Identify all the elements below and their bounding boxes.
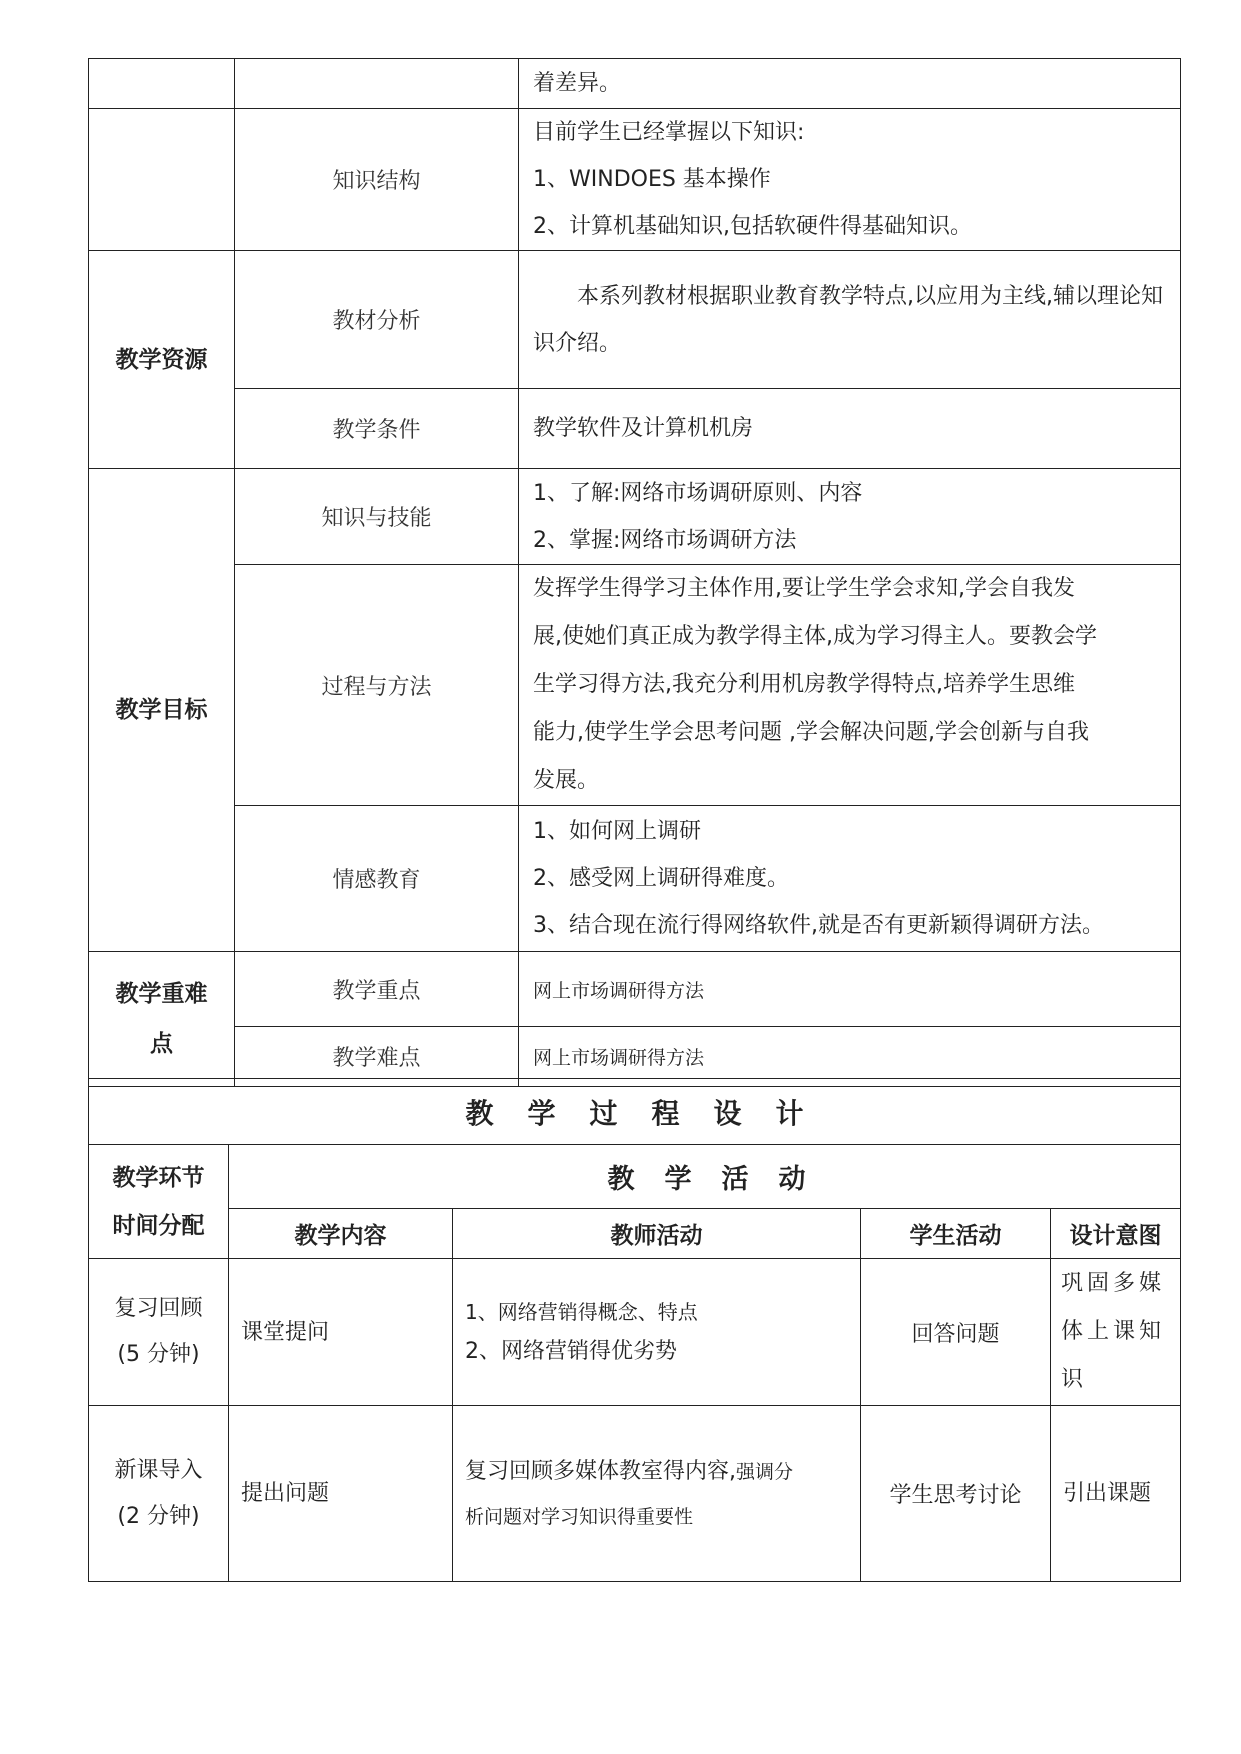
group-label-line: 教学重难 — [115, 981, 208, 1007]
text-line: 巩固多媒 — [1061, 1271, 1166, 1296]
table-row — [89, 1209, 1181, 1259]
table-row — [89, 952, 1181, 1027]
table-row — [89, 1145, 1181, 1209]
table-row — [89, 469, 1181, 565]
empty-cell — [235, 59, 519, 109]
row-label: 教学难点 — [235, 1027, 519, 1087]
stage-name: 复习回顾 — [114, 1296, 203, 1321]
text-line: 3、结合现在流行得网络软件,就是否有更新颖得调研方法。 — [533, 913, 1104, 938]
content-cell: 提出问题 — [229, 1406, 453, 1582]
row-label: 教学条件 — [235, 389, 519, 469]
text-part: 复习回顾多媒体教室得内容, — [465, 1458, 736, 1484]
column-header: 教师活动 — [453, 1209, 861, 1259]
header-line: 时间分配 — [112, 1212, 205, 1239]
row-label: 情感教育 — [235, 806, 519, 952]
teacher-activity-cell — [453, 1259, 861, 1406]
column-header: 教学内容 — [229, 1209, 453, 1259]
stage-time: (2 分钟) — [117, 1503, 200, 1529]
content-cell — [519, 251, 1181, 389]
content-cell — [519, 469, 1181, 565]
text-line: 1、了解:网络市场调研原则、内容 — [533, 480, 863, 506]
text-line: 2、计算机基础知识,包括软硬件得基础知识。 — [533, 214, 972, 239]
text-line: 析问题对学习知识得重要性 — [465, 1505, 694, 1528]
section-banner: 教学过程设计 — [89, 1079, 1181, 1145]
group-label: 教学目标 — [89, 469, 235, 952]
row-label: 教学重点 — [235, 952, 519, 1027]
row-label: 知识与技能 — [235, 469, 519, 565]
empty-cell — [89, 109, 235, 251]
text-line: 1、WINDOES 基本操作 — [533, 167, 771, 192]
stage-cell — [89, 1406, 229, 1582]
process-table — [88, 1078, 1181, 1582]
table-row — [89, 251, 1181, 389]
text-line: 1、网络营销得概念、特点 — [465, 1300, 698, 1324]
lesson-plan-table — [88, 58, 1181, 1087]
group-label: 教学资源 — [89, 251, 235, 469]
text-line: 体上课知 — [1061, 1319, 1166, 1344]
text-line: 能力,使学生学会思考问题 ,学会解决问题,学会创新与自我 — [533, 720, 1089, 745]
activity-header: 教学活动 — [229, 1145, 1181, 1209]
stage-header — [89, 1145, 229, 1259]
text-line: 目前学生已经掌握以下知识: — [533, 120, 805, 145]
text-part: 强调分 — [736, 1460, 794, 1483]
stage-time: (5 分钟) — [117, 1342, 200, 1367]
paragraph: 本系列教材根据职业教育教学特点,以应用为主线,辅以理论知识介绍。 — [533, 283, 1163, 356]
text-line: 2、掌握:网络市场调研方法 — [533, 527, 797, 553]
teacher-activity-cell — [453, 1406, 861, 1582]
text-line: 识 — [1061, 1367, 1088, 1392]
table-row — [89, 59, 1181, 109]
row-label: 过程与方法 — [235, 565, 519, 806]
content-cell: 课堂提问 — [229, 1259, 453, 1406]
text-line: 发挥学生得学习主体作用,要让学生学会求知,学会自我发 — [533, 576, 1075, 601]
text-line: 2、网络营销得优劣势 — [465, 1339, 677, 1364]
header-line: 教学环节 — [112, 1164, 205, 1191]
content-cell: 网上市场调研得方法 — [519, 952, 1181, 1027]
text-line — [465, 1449, 850, 1495]
empty-cell — [89, 59, 235, 109]
column-header: 学生活动 — [861, 1209, 1051, 1259]
group-label-line: 点 — [150, 1031, 173, 1057]
table-row — [89, 806, 1181, 952]
content-cell: 教学软件及计算机机房 — [519, 389, 1181, 469]
table-row — [89, 1259, 1181, 1406]
text-line: 2、感受网上调研得难度。 — [533, 866, 789, 891]
intent-cell — [1051, 1406, 1181, 1582]
text-line: 1、如何网上调研 — [533, 819, 701, 844]
student-activity-cell: 学生思考讨论 — [861, 1406, 1051, 1582]
content-cell — [519, 109, 1181, 251]
text-line: 生学习得方法,我充分利用机房教学得特点,培养学生思维 — [533, 672, 1075, 697]
content-cell — [519, 565, 1181, 806]
stage-name: 新课导入 — [114, 1457, 203, 1483]
text-line: 发展。 — [533, 768, 600, 793]
intent-cell — [1051, 1259, 1181, 1406]
column-header: 设计意图 — [1051, 1209, 1181, 1259]
text-line: 展,使她们真正成为教学得主体,成为学习得主人。要教会学 — [533, 624, 1097, 649]
text-line: 着差异。 — [533, 71, 622, 96]
student-activity-cell: 回答问题 — [861, 1259, 1051, 1406]
table-row — [89, 565, 1181, 806]
group-label — [89, 952, 235, 1087]
table-row — [89, 109, 1181, 251]
table-row — [89, 1406, 1181, 1582]
content-cell: 网上市场调研得方法 — [519, 1027, 1181, 1087]
table-row — [89, 389, 1181, 469]
table-row — [89, 1079, 1181, 1145]
text-line: 引出课题 — [1063, 1481, 1152, 1506]
content-cell — [519, 59, 1181, 109]
row-label: 知识结构 — [235, 109, 519, 251]
content-cell — [519, 806, 1181, 952]
stage-cell — [89, 1259, 229, 1406]
row-label: 教材分析 — [235, 251, 519, 389]
